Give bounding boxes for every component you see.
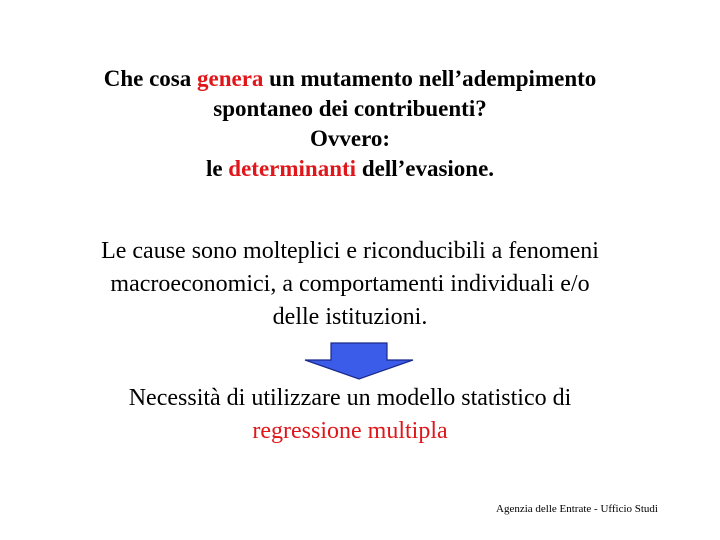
slide-title (20, 64, 680, 184)
title-line-1-start: Che cosa (103, 66, 197, 91)
title-line-4-start: le (205, 156, 229, 181)
footer-source: Agenzia delle Entrate - Ufficio Studi (496, 503, 658, 515)
body-text (40, 235, 660, 334)
conclusion-highlight-regression: regressione multipla (252, 418, 448, 444)
conclusion-line-1: Necessità di utilizzare un modello statistico di (128, 385, 572, 411)
down-arrow-icon (303, 342, 415, 380)
title-line-4 (20, 154, 680, 184)
title-line-3: Ovvero: (309, 126, 391, 151)
body-line-3: delle istituzioni. (272, 304, 428, 330)
title-line-1-end: un mutamento nell’adempimento (263, 66, 597, 91)
title-highlight-genera: genera (196, 66, 264, 91)
down-arrow-shape (305, 343, 413, 379)
title-highlight-determinanti: determinanti (228, 156, 357, 181)
body-line-2: macroeconomici, a comportamenti individuali e/o (110, 271, 590, 297)
title-line-4-end: dell’evasione. (356, 156, 495, 181)
title-line-2: spontaneo dei contribuenti? (213, 96, 487, 121)
conclusion-text (40, 382, 660, 448)
title-line-1 (20, 64, 680, 94)
body-line-1: Le cause sono molteplici e riconducibili a fenomeni (101, 238, 599, 264)
